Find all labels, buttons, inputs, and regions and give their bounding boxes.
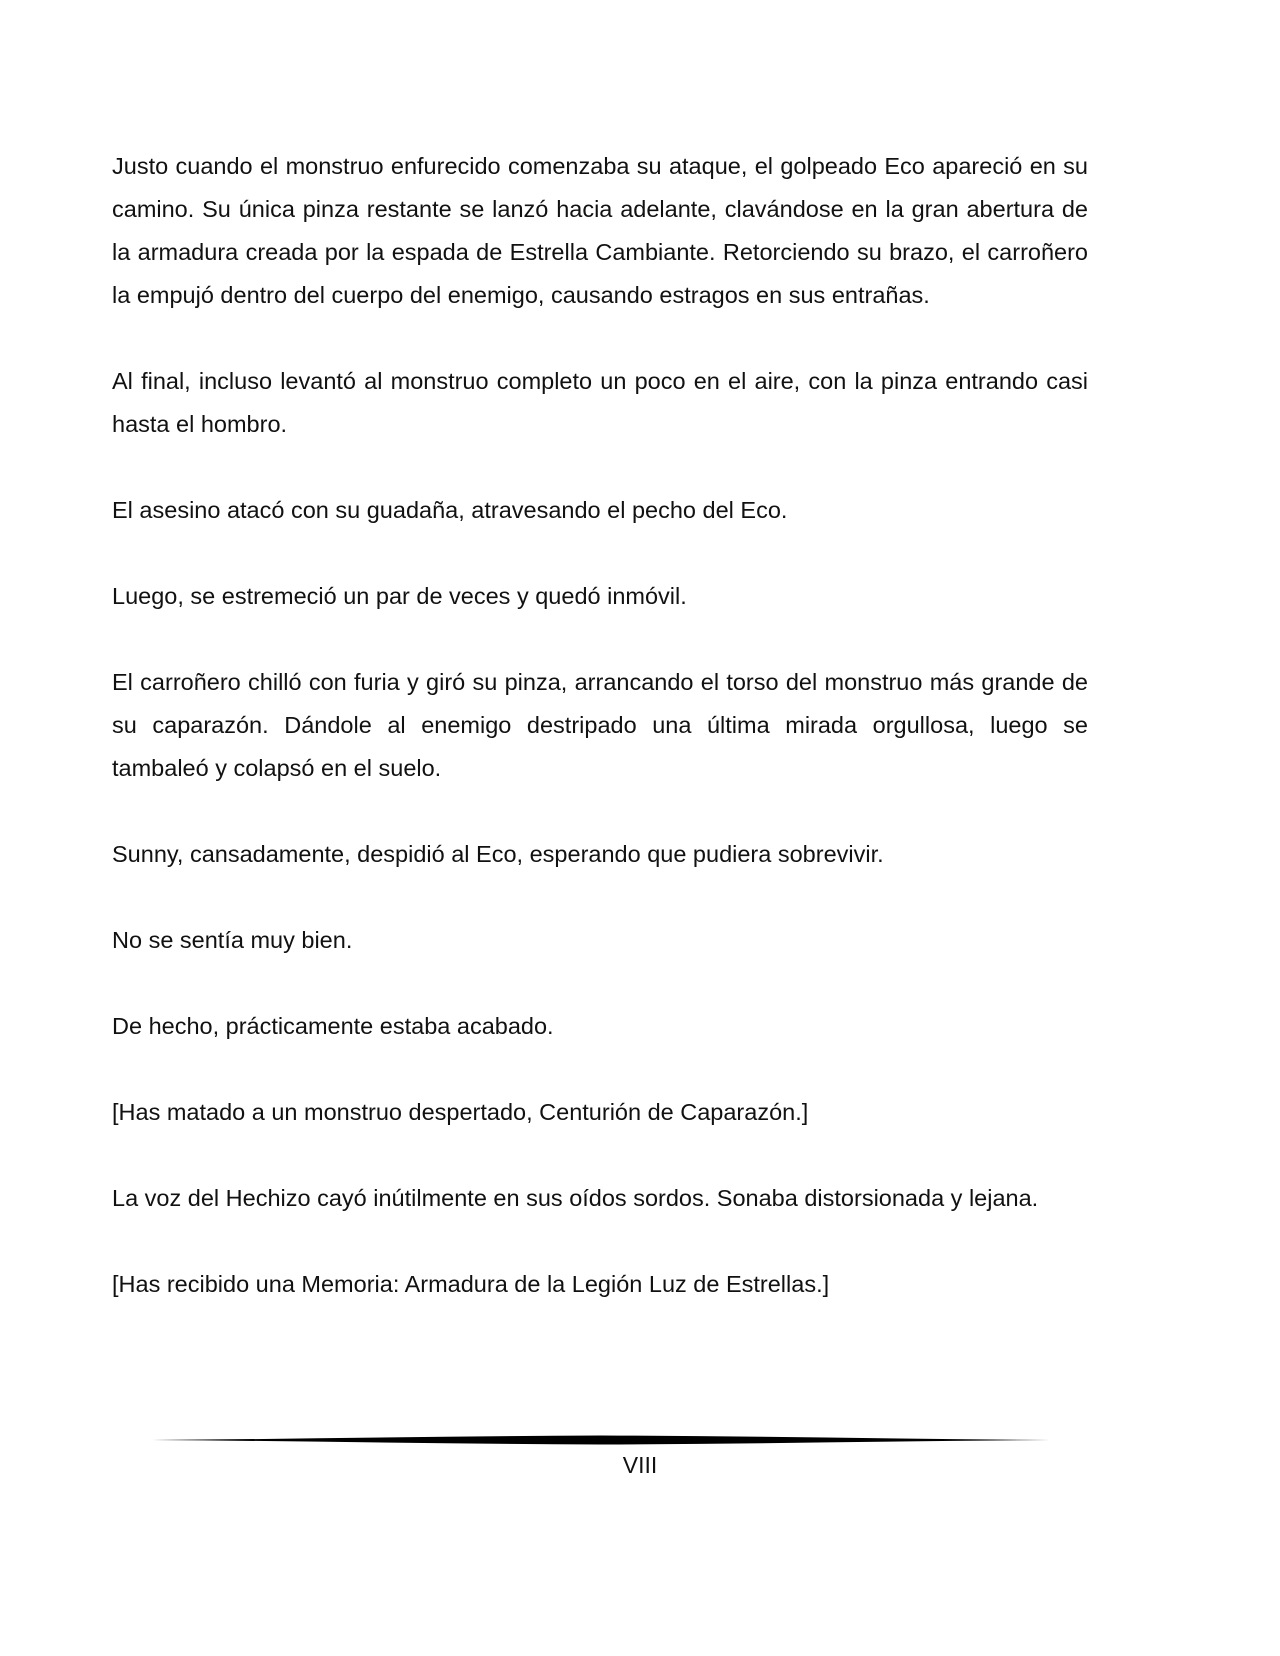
paragraph-3: El asesino atacó con su guadaña, atravesando el pecho del Eco. <box>112 497 788 523</box>
paragraph-10: La voz del Hechizo cayó inútilmente en sus oídos sordos. Sonaba distorsionada y lejana. <box>112 1185 1039 1211</box>
paragraph-7: No se sentía muy bien. <box>112 927 353 953</box>
footer-divider <box>152 1434 1050 1446</box>
paragraph-2: Al final, incluso levantó al monstruo completo un poco en el aire, con la pinza entrando casi hasta el hombro. <box>112 368 1088 437</box>
paragraph-5: El carroñero chilló con furia y giró su pinza, arrancando el torso del monstruo más grande de su caparazón. Dándole al enemigo destripado una última mirada orgullosa, luego se tambaleó y colapsó en el suelo. <box>112 669 1088 781</box>
paragraph-8: De hecho, prácticamente estaba acabado. <box>112 1013 554 1039</box>
system-message-2: [Has recibido una Memoria: Armadura de la Legión Luz de Estrellas.] <box>112 1271 830 1297</box>
page-number: VIII <box>622 1452 658 1478</box>
body-text <box>112 145 1088 1349</box>
system-message-1: [Has matado a un monstruo despertado, Centurión de Caparazón.] <box>112 1099 809 1125</box>
paragraph-1: Justo cuando el monstruo enfurecido comenzaba su ataque, el golpeado Eco apareció en su camino. Su única pinza restante se lanzó hacia adelante, clavándose en la gran abertura de la armadura creada por la espada de Estrella Cambiante. Retorciendo su brazo, el carroñero la empujó dentro del cuerpo del enemigo, causando estragos en sus entrañas. <box>112 153 1088 308</box>
paragraph-4: Luego, se estremeció un par de veces y quedó inmóvil. <box>112 583 687 609</box>
paragraph-6: Sunny, cansadamente, despidió al Eco, esperando que pudiera sobrevivir. <box>112 841 884 867</box>
